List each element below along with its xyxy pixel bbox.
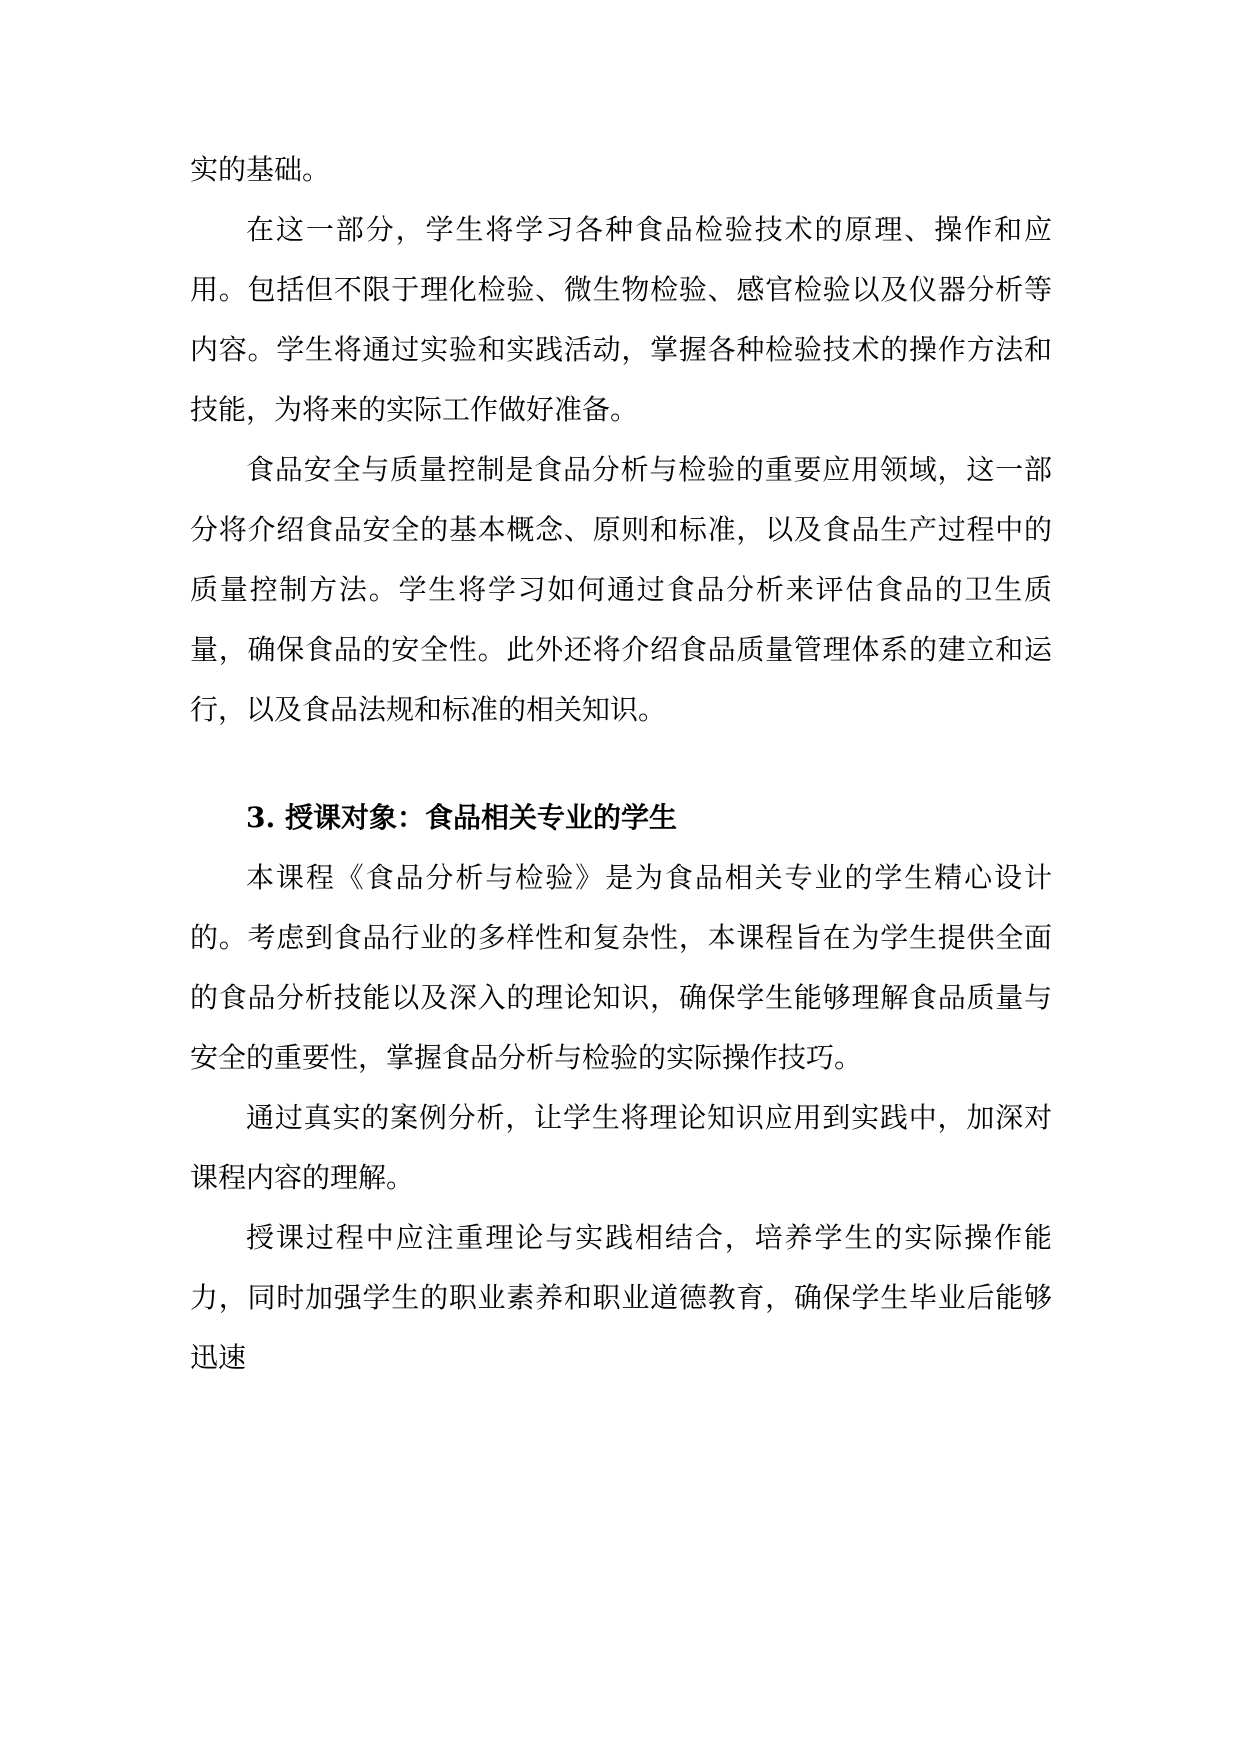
document-body	[190, 140, 1052, 1388]
paragraph-case-study: 通过真实的案例分析，让学生将理论知识应用到实践中，加深对课程内容的理解。	[190, 1101, 1052, 1194]
paragraph-food-safety: 食品安全与质量控制是食品分析与检验的重要应用领域，这一部分将介绍食品安全的基本概念、原则和标准，以及食品生产过程中的质量控制方法。学生将学习如何通过食品分析来评估食品的卫生质量，确保食品的安全性。此外还将介绍食品质量管理体系的建立和运行，以及食品法规和标准的相关知识。	[190, 453, 1052, 726]
paragraph-inspection-techniques: 在这一部分，学生将学习各种食品检验技术的原理、操作和应用。包括但不限于理化检验、微生物检验、感官检验以及仪器分析等内容。学生将通过实验和实践活动，掌握各种检验技术的操作方法和技能，为将来的实际工作做好准备。	[190, 213, 1052, 426]
section-heading: 3. 授课对象：食品相关专业的学生	[246, 801, 677, 834]
paragraph-teaching-process: 授课过程中应注重理论与实践相结合，培养学生的实际操作能力，同时加强学生的职业素养和职业道德教育，确保学生毕业后能够迅速	[190, 1221, 1052, 1374]
paragraph-course-design: 本课程《食品分析与检验》是为食品相关专业的学生精心设计的。考虑到食品行业的多样性和复杂性，本课程旨在为学生提供全面的食品分析技能以及深入的理论知识，确保学生能够理解食品质量与安全的重要性，掌握食品分析与检验的实际操作技巧。	[190, 861, 1052, 1074]
paragraph-continuation: 实的基础。	[190, 153, 331, 186]
